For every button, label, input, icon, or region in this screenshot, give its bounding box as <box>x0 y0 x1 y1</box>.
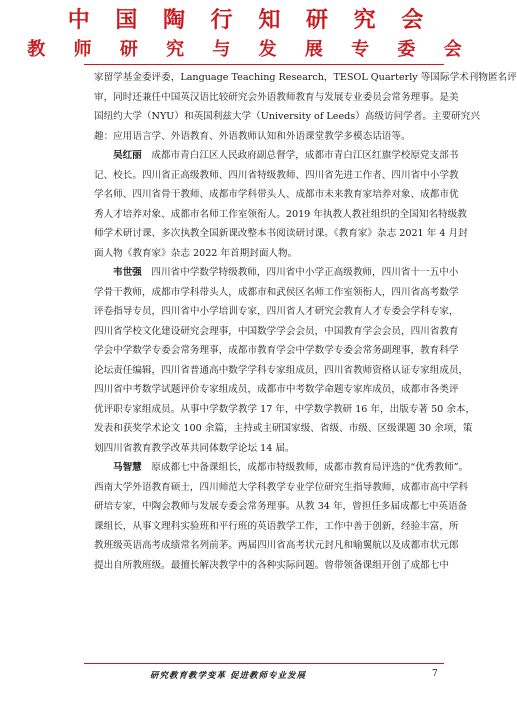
page-number: 7 <box>432 669 438 679</box>
text-line: 趣：应用语言学、外语教育、外语教师认知和外语课堂教学多模态话语等。 <box>94 130 411 142</box>
paragraph-ma-zhihui <box>94 458 469 575</box>
text-line: 师学术研讨课、多次执教全国新课改整本书阅读研讨课。《教育家》杂志 2021 年 4 月封 <box>94 228 468 239</box>
footer-divider <box>84 663 444 664</box>
paragraph-research-interests <box>94 68 517 146</box>
footer-slogan: 研究教育教学变革 促进教师专业发展 <box>150 671 306 681</box>
text-line: 审，同时还兼任中国英汉语比较研究会外语教师教育与发展专业委员会常务理事。是美 <box>94 91 459 103</box>
text-line: 西南大学外语教育硕士，四川师范大学科教学专业学位研究生指导教师，成都市高中学科 <box>94 481 469 493</box>
line-text: 四川省中学数学特级教师，四川省中小学正高级教师，四川省十一五中小 <box>151 267 459 278</box>
person-name: 吴红丽 <box>113 150 142 161</box>
text-line <box>94 146 459 166</box>
text-line: 优评职专家组成员。从事中学数学教学 17 年，中学数学教研 16 年，出版专著 50 余本， <box>94 403 476 415</box>
text-line: 评卷指导专员，四川省中小学培训专家，四川省人才研究会教育人才专委会学科专家， <box>94 306 459 317</box>
text-line: 划四川省教育教学改革共同体数学论坛 14 届。 <box>94 442 295 454</box>
paragraph-wu-hongli <box>94 146 468 263</box>
text-line: 研培专家，中陶会教师与发展专委会常务理事。从教 34 年，曾担任多届成都七中英语备 <box>94 501 468 512</box>
committee-title: 教 师 研 究 与 发 展 专 委 会 <box>27 39 473 60</box>
text-line: 学会中学数学专委会常务理事，成都市教育学会中学数学专委会常务副理事，教育科学 <box>94 345 459 356</box>
text-line: 国纽约大学（NYU）和英国利兹大学（University of Leeds）高级访问学者。主要研究兴 <box>94 111 480 122</box>
text-line: 教班级英语高考成绩常名列前茅。两届四川省高考状元封凡和喻翼航以及成都市状元郎 <box>94 540 459 551</box>
line-text: 原成都七中备课组长，成都市特级教师，成都市教育局评选的“优秀教师”。 <box>151 462 469 473</box>
text-line: 家留学基金委评委，Language Teaching Research，TESOL Quarterly 等国际学术刊物匿名评 <box>94 72 517 83</box>
text-line: 学名师、四川省骨干教师、成都市学科带头人、成都市未来教育家培养对象、成都市优 <box>94 189 459 200</box>
text-line: 面人物《教育家》杂志 2022 年首期封面人物。 <box>94 247 298 259</box>
header-divider <box>84 64 444 65</box>
person-name: 马智慧 <box>113 462 142 473</box>
person-name: 韦世强 <box>113 267 142 278</box>
text-line: 提出自所教班级。最擅长解决教学中的各种实际问题。曾带领备课组开创了成都七中 <box>94 559 449 571</box>
text-line: 课组长，从事文理科实验班和平行班的英语教学工作，工作中善于创新，经验丰富，所 <box>94 520 459 532</box>
organization-title: 中 国 陶 行 知 研 究 会 <box>67 7 433 33</box>
text-line: 学骨干教师，成都市学科带头人，成都市和武侯区名师工作室领衔人，四川省高考数学 <box>94 286 459 298</box>
text-line: 发表和获奖学术论文 100 余篇，主持或主研国家级、省级、市级、区级课题 30 余项，策 <box>94 423 473 434</box>
main-text <box>94 68 517 575</box>
text-line: 论坛责任编辑，四川省普通高中数学学科专家组成员，四川省教师资格认证专家组成员， <box>94 364 469 376</box>
line-text: 成都市青白江区人民政府副总督学，成都市青白江区红旗学校原党支部书 <box>151 150 459 161</box>
text-line: 记、校长。四川省正高级教师、四川省特级教师、四川省先进工作者、四川省中小学教 <box>94 169 459 181</box>
text-line: 四川省学校文化建设研究会理事，中国数学学会会员，中国教育学会会员，四川省教育 <box>94 325 459 337</box>
text-line <box>94 263 459 283</box>
text-line: 四川省中考数学试题评价专家组成员，成都市中考数学命题专家库成员，成都市各类评 <box>94 384 459 395</box>
text-line: 秀人才培养对象、成都市名师工作室领衔人。2019 年执教人教社组织的全国知名特级教 <box>94 208 467 220</box>
paragraph-wei-shiqiang <box>94 263 476 458</box>
text-line <box>94 458 469 478</box>
